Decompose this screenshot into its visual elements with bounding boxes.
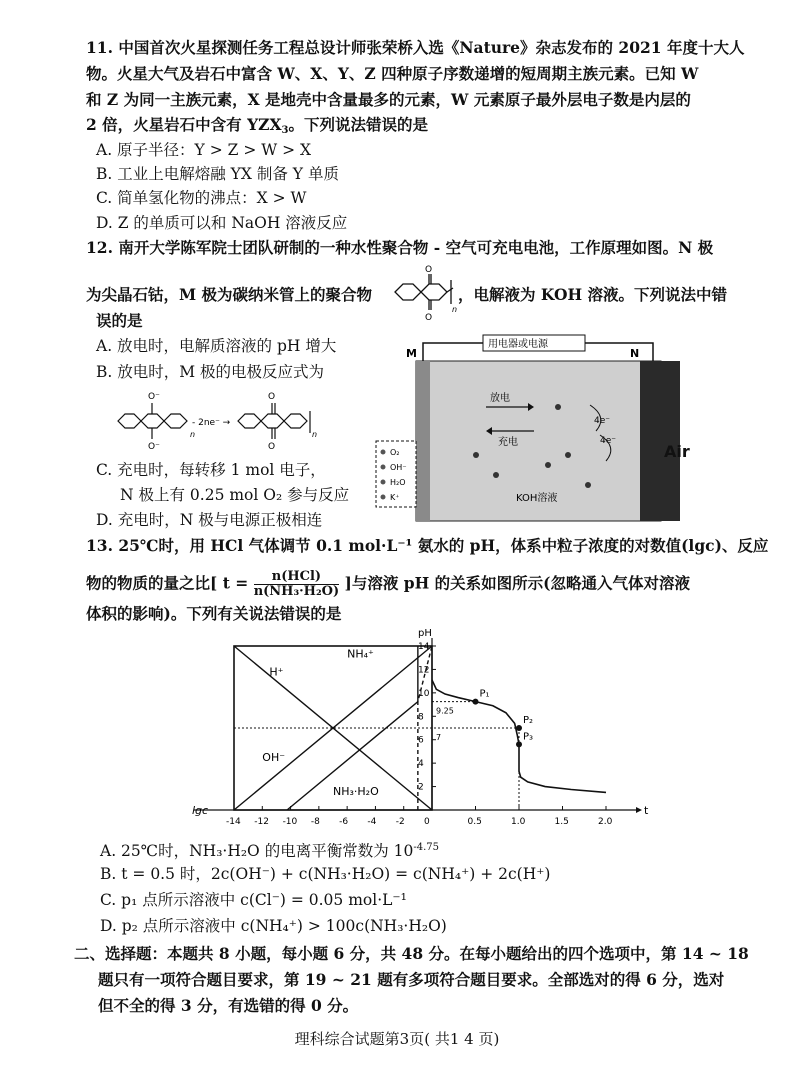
- point-label: P₁: [479, 688, 490, 700]
- ph-tick-label: 6: [418, 735, 424, 746]
- q11-stem-line3: 和 Z 为同一主族元素，X 是地壳中含量最多的元素，W 元素原子最外层电子数是内层的: [86, 90, 691, 109]
- x-axis-right-title: t: [644, 804, 649, 817]
- lgc-tick-label: 0: [424, 817, 430, 827]
- q11-stem-line2: 物。火星大气及岩石中富含 W、X、Y、Z 四种原子序数递增的短周期主族元素。已知 W: [86, 64, 699, 83]
- ph-tick-label: 8: [418, 712, 424, 723]
- q11-option-c: C. 简单氢化物的沸点：X > W: [96, 189, 307, 207]
- t-tick-label: 2.0: [598, 817, 613, 827]
- charge-label: 充电: [498, 437, 518, 448]
- section2-line3: 但不全的得 3 分，有选错的得 0 分。: [98, 996, 359, 1015]
- q12-option-a: A. 放电时，电解质溶液的 pH 增大: [96, 337, 337, 355]
- q12-option-d: D. 充电时，N 极与电源正极相连: [96, 511, 323, 529]
- fraction-denominator: n(NH₃·H₂O): [253, 584, 340, 599]
- ph-tick-label: 10: [418, 688, 430, 699]
- svg-text:n: n: [312, 430, 318, 439]
- svg-text:O: O: [268, 392, 276, 402]
- q11-stem-line4: 2 倍，火星岩石中含有 $YZX_3$。下列说法错误的是: [86, 115, 428, 136]
- discharge-label: 放电: [490, 393, 510, 404]
- lgc-tick-label: -4: [367, 817, 377, 827]
- svg-text:O: O: [425, 313, 433, 323]
- ph-lgc-chart: [166, 624, 649, 834]
- series-label: NH₄⁺: [347, 647, 374, 661]
- point-label: P₃: [523, 731, 534, 743]
- point-marker: [473, 699, 479, 705]
- q11-option-a: A. 原子半径：Y > Z > W > X: [96, 141, 312, 159]
- svg-text:O⁻: O⁻: [148, 442, 160, 452]
- lgc-tick-label: -10: [282, 817, 298, 827]
- lgc-tick-label: -12: [254, 817, 269, 827]
- svg-text:O: O: [268, 442, 276, 452]
- power-source-label: 用电器或电源: [488, 339, 548, 350]
- lgc-tick-label: -8: [310, 817, 320, 827]
- guide-label: 9.25: [436, 706, 454, 716]
- series-label: H⁺: [269, 665, 284, 679]
- q13-stem-line3: 体积的影响)。下列有关说法错误的是: [86, 604, 342, 623]
- svg-text:OH⁻: OH⁻: [390, 463, 407, 472]
- svg-text:O: O: [425, 265, 433, 275]
- page-footer: 理科综合试题第3页( 共1 4 页): [294, 1030, 500, 1048]
- point-label: P₂: [523, 715, 534, 726]
- section2-line1: 二、选择题：本题共 8 小题，每小题 6 分，共 48 分。在每小题给出的四个选项中，第 14 ~ 18: [74, 944, 749, 963]
- q13-option-d: D. p₂ 点所示溶液中 c(NH₄⁺) > 100c(NH₃·H₂O): [100, 917, 447, 935]
- q12-option-b: B. 放电时，M 极的电极反应式为: [96, 363, 325, 381]
- svg-text:n: n: [190, 430, 196, 439]
- lgc-tick-label: -6: [339, 817, 349, 827]
- ph-tick-label: 12: [418, 665, 430, 676]
- electrode-m-label: M: [406, 347, 417, 360]
- lgc-tick-label: -14: [226, 817, 241, 827]
- q13-option-b: B. t = 0.5 时，2c(OH⁻) + c(NH₃·H₂O) = c(NH₄⁺) + 2c(H⁺): [100, 865, 551, 883]
- q12-stem-line3: 误的是: [96, 311, 143, 330]
- t-tick-label: 1.0: [511, 817, 526, 827]
- q13-stem-line2: 物的物质的量之比[ t = n(HCl) n(NH₃·H₂O) ]与溶液 pH 的关系如图所示(忽略通入气体对溶液: [86, 569, 690, 599]
- q13-stem-line1: 13. 25℃时，用 HCl 气体调节 0.1 mol·L⁻¹ 氨水的 pH，体系中粒子浓度的对数值(lgc)、反应: [86, 536, 769, 555]
- electrolyte-label: KOH溶液: [516, 493, 558, 504]
- anthraquinone-polymer-structure: [383, 262, 457, 322]
- guide-label: 7: [436, 733, 442, 742]
- y-axis-title: pH: [418, 628, 432, 639]
- q12-stem-line2-b: ，电解液为 KOH 溶液。下列说法中错: [458, 285, 727, 304]
- svg-text:n: n: [452, 305, 458, 314]
- fraction-numerator: n(HCl): [254, 570, 339, 585]
- q13-option-c: C. p₁ 点所示溶液中 c(Cl⁻) = 0.05 mol·L⁻¹: [100, 891, 407, 909]
- q12-stem-line1: 12. 南开大学陈军院士团队研制的一种水性聚合物 - 空气可充电电池，工作原理如图。N 极: [86, 238, 714, 257]
- ph-tick-label: 2: [418, 782, 424, 793]
- q12-option-c-line2: N 极上有 0.25 mol O₂ 参与反应: [120, 486, 350, 504]
- q13-option-a: A. 25℃时，NH₃·H₂O 的电离平衡常数为 $10^{-4.75}$: [100, 842, 440, 860]
- section2-line2: 题只有一项符合题目要求，第 19 ~ 21 题有多项符合题目要求。全部选对的得 6 分，选对: [98, 970, 725, 989]
- t-tick-label: 0.5: [467, 817, 482, 827]
- electron-label-1: 4e⁻: [594, 416, 611, 426]
- reaction-arrow-label: - 2ne⁻ →: [192, 418, 231, 428]
- q11-option-b: B. 工业上电解熔融 YX 制备 Y 单质: [96, 165, 339, 183]
- q12-stem-line2-a: 为尖晶石钴，M 极为碳纳米管上的聚合物: [86, 285, 373, 304]
- x-axis-left-title: lgc: [192, 804, 209, 817]
- svg-text:O⁻: O⁻: [148, 392, 160, 402]
- battery-diagram: [368, 335, 708, 525]
- air-label: Air: [664, 442, 690, 461]
- svg-text:H₂O: H₂O: [390, 478, 406, 487]
- ph-tick-label: 4: [418, 759, 424, 770]
- series-label: OH⁻: [262, 750, 286, 764]
- electron-label-2: 4e⁻: [600, 436, 617, 446]
- electrode-reaction-structure: [112, 385, 342, 455]
- svg-text:O₂: O₂: [390, 448, 400, 457]
- t-tick-label: 1.5: [554, 817, 569, 827]
- q11-option-d: D. Z 的单质可以和 NaOH 溶液反应: [96, 214, 348, 232]
- svg-text:K⁺: K⁺: [390, 493, 400, 502]
- point-marker: [516, 725, 522, 731]
- x-axis-arrow: [636, 807, 642, 813]
- point-marker: [516, 741, 522, 747]
- lgc-tick-label: -2: [395, 817, 405, 827]
- series-label: NH₃·H₂O: [333, 784, 379, 798]
- q11-stem-line1: 11. 中国首次火星探测任务工程总设计师张荣桥入选《Nature》杂志发布的 2021 年度十大人: [86, 38, 745, 57]
- electrode-m: [416, 361, 430, 521]
- ph-tick-label: 14: [418, 642, 430, 652]
- q12-option-c-line1: C. 充电时，每转移 1 mol 电子，: [96, 461, 326, 479]
- electrode-n: [640, 361, 680, 521]
- electrode-n-label: N: [630, 347, 640, 360]
